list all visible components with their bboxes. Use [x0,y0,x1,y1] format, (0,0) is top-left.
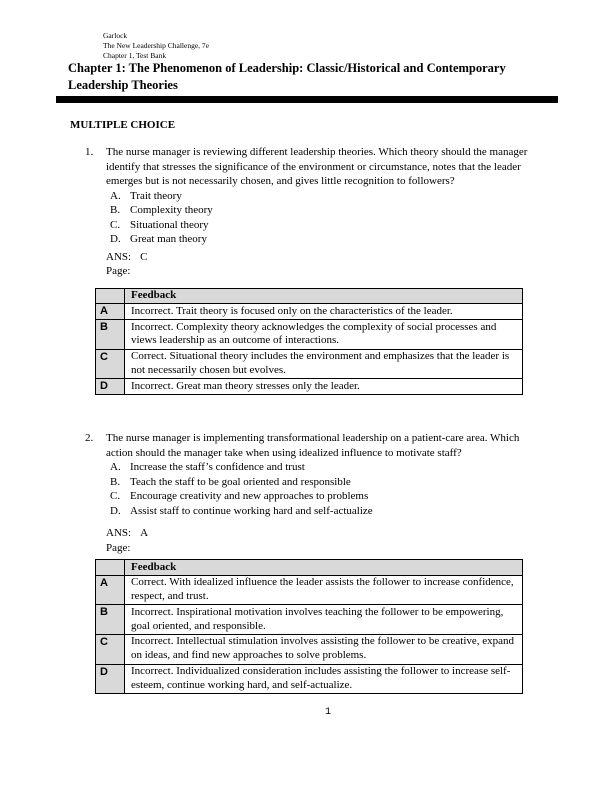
option-letter: D. [110,504,121,517]
feedback-corner-cell [96,288,125,304]
section-heading: MULTIPLE CHOICE [70,119,176,131]
answer-option [110,232,540,247]
option-text: Complexity theory [130,204,213,216]
question-number: 2. [85,432,94,444]
feedback-text-cell: Incorrect. Great man theory stresses only the leader. [125,379,523,395]
feedback-row [96,634,523,664]
answer-label: ANS: [106,250,132,263]
option-text: Encourage creativity and new approaches to problems [130,490,369,502]
feedback-letter-cell: B [96,605,125,635]
feedback-text-cell: Incorrect. Inspirational motivation involves teaching the follower to be empowering, goal oriented, and responsible. [125,605,523,635]
option-text: Teach the staff to be goal oriented and responsible [130,475,351,488]
feedback-text-cell: Incorrect. Trait theory is focused only on the characteristics of the leader. [125,304,523,320]
answer-option [110,460,540,475]
feedback-row [96,304,523,320]
answer-value: C [140,250,148,263]
question-1 [85,145,540,395]
answer-option [110,475,540,490]
feedback-header-cell: Feedback [125,560,523,576]
feedback-letter-cell: B [96,320,125,350]
option-letter: B. [110,475,121,488]
answer-value: A [140,527,149,539]
feedback-text-cell: Incorrect. Intellectual stimulation involves assisting the follower to be creative, expand on ideas, and find new approaches to solve problems. [125,634,523,664]
answer-option [110,489,540,504]
header-book-line: The New Leadership Challenge, 7e [103,40,209,50]
options-list [110,460,540,518]
feedback-text-cell: Incorrect. Complexity theory acknowledges the complexity of social processes and views leadership as an outcome of interactions. [125,320,523,350]
answer-line [106,526,540,541]
feedback-header-cell: Feedback [125,288,523,304]
answer-block [106,250,540,279]
option-letter: C. [110,490,121,502]
feedback-row [96,605,523,635]
feedback-row [96,320,523,350]
feedback-row [96,575,523,605]
question-stem-row [85,431,540,460]
option-text: Assist staff to continue working hard and self-actualize [130,504,373,517]
feedback-table [95,559,523,694]
feedback-letter-cell: C [96,349,125,379]
option-text: Trait theory [130,189,182,202]
question-stem: The nurse manager is implementing transformational leadership on a patient-care area. Which action should the manager take when using idealized influence to motivate staff? [106,432,520,459]
feedback-letter-cell: A [96,304,125,320]
chapter-title: Chapter 1: The Phenomenon of Leadership: Classic/Historical and Contemporary Leadership Theories [68,61,506,92]
header-author-line: Garlock [103,31,128,40]
option-letter: A. [110,189,121,202]
options-list [110,189,540,247]
question-stem: The nurse manager is reviewing different leadership theories. Which theory should the manager identify that stresses the significance of the environment or circumstance, notes that the leader emerges but is not necessarily chosen, and gives little recognition to followers? [106,146,528,187]
document-header [103,31,209,60]
question-stem-row [85,145,540,189]
answer-label: ANS: [106,527,132,539]
feedback-text-cell: Correct. Situational theory includes the environment and emphasizes that the leader is not necessarily chosen but evolves. [125,349,523,379]
answer-line [106,250,540,265]
feedback-header-row [96,560,523,576]
answer-option [110,189,540,204]
feedback-row [96,349,523,379]
option-text: Increase the staff’s confidence and trust [130,461,305,473]
feedback-letter-cell: D [96,664,125,694]
feedback-text-cell: Correct. With idealized influence the leader assists the follower to increase confidence, respect, and trust. [125,575,523,605]
question-2 [85,431,540,694]
option-letter: A. [110,461,121,473]
feedback-row [96,379,523,395]
feedback-header-row [96,288,523,304]
feedback-corner-cell [96,560,125,576]
option-letter: B. [110,204,121,216]
option-text: Situational theory [130,218,209,231]
feedback-letter-cell: D [96,379,125,395]
question-number: 1. [85,146,94,158]
option-text: Great man theory [130,233,207,245]
option-letter: D. [110,233,121,245]
feedback-text-cell: Incorrect. Individualized consideration includes assisting the follower to increase self-esteem, continue working hard, and self-actualize. [125,664,523,694]
answer-option [110,504,540,519]
option-letter: C. [110,218,121,231]
title-divider-bar [56,96,558,103]
answer-option [110,218,540,233]
feedback-letter-cell: C [96,634,125,664]
page-ref-line: Page: [106,541,131,554]
answer-block [106,526,540,555]
feedback-letter-cell: A [96,575,125,605]
answer-option [110,203,540,218]
page-ref-line: Page: [106,265,131,277]
page-number: 1 [325,707,332,718]
feedback-row [96,664,523,694]
header-chapter-line: Chapter 1, Test Bank [103,50,167,60]
feedback-table [95,288,523,396]
